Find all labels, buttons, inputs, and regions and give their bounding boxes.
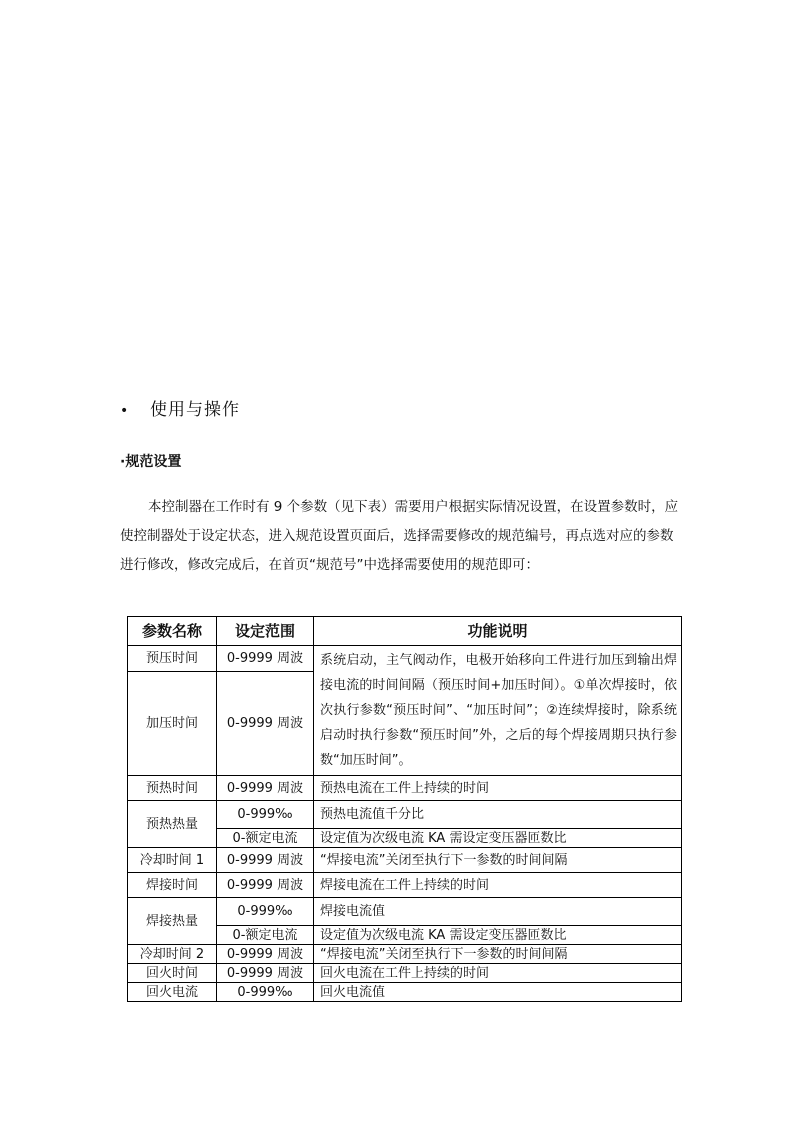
param-description: “焊接电流”关闭至执行下一参数的时间间隔: [314, 848, 682, 873]
param-description: 设定值为次级电流 KA 需设定变压器匝数比: [314, 829, 682, 848]
bullet-icon: •: [120, 403, 130, 419]
param-name: 预热热量: [128, 801, 217, 848]
table-header-row: [128, 617, 682, 646]
param-name: 回火电流: [128, 983, 217, 1002]
param-range: 0-额定电流: [217, 926, 314, 945]
param-range: 0-9999 周波: [217, 671, 314, 775]
param-range: 0-9999 周波: [217, 873, 314, 898]
param-description: 回火电流值: [314, 983, 682, 1002]
header-description: 功能说明: [314, 617, 682, 646]
param-description: 系统启动，主气阀动作，电极开始移向工件进行加压到输出焊接电流的时间间隔（预压时间+加压时间）。①单次焊接时，依次执行参数“预压时间”、“加压时间”；②连续焊接时，除系统启动时执行参数“预压时间”外，之后的每个焊接周期只执行参数“加压时间”。: [314, 646, 682, 776]
param-range: 0-9999 周波: [217, 776, 314, 801]
param-description: “焊接电流”关闭至执行下一参数的时间间隔: [314, 945, 682, 964]
param-range: 0-9999 周波: [217, 964, 314, 983]
param-name: 预热时间: [128, 776, 217, 801]
table-row: [128, 646, 682, 672]
param-description: 回火电流在工件上持续的时间: [314, 964, 682, 983]
intro-paragraph: 本控制器在工作时有 9 个参数（见下表）需要用户根据实际情况设置，在设置参数时，应使控制器处于设定状态，进入规范设置页面后，选择需要修改的规范编号，再点选对应的参数进行修改，修改完成后，在首页“规范号”中选择需要使用的规范即可：: [120, 499, 679, 573]
header-param-name: 参数名称: [128, 617, 217, 646]
table-row: [128, 776, 682, 801]
table-row: [128, 848, 682, 873]
param-name: 冷却时间 1: [128, 848, 217, 873]
param-description: 设定值为次级电流 KA 需设定变压器匝数比: [314, 926, 682, 945]
table-row: [128, 983, 682, 1002]
param-name: 焊接热量: [128, 898, 217, 945]
section-heading: [120, 395, 240, 420]
param-description: 预热电流值千分比: [314, 801, 682, 829]
param-description: 焊接电流值: [314, 898, 682, 926]
param-range: 0-9999 周波: [217, 646, 314, 672]
param-description: 预热电流在工件上持续的时间: [314, 776, 682, 801]
param-name: 焊接时间: [128, 873, 217, 898]
section-title: 使用与操作: [150, 400, 240, 420]
param-description: 焊接电流在工件上持续的时间: [314, 873, 682, 898]
param-name: 预压时间: [128, 646, 217, 672]
param-range: 0-9999 周波: [217, 945, 314, 964]
header-range: 设定范围: [217, 617, 314, 646]
param-range: 0-9999 周波: [217, 848, 314, 873]
param-range: 0-999‰: [217, 898, 314, 926]
table-row: [128, 945, 682, 964]
table-row: [128, 964, 682, 983]
param-name: 回火时间: [128, 964, 217, 983]
param-range: 0-999‰: [217, 801, 314, 829]
param-range: 0-999‰: [217, 983, 314, 1002]
table-row: [128, 801, 682, 829]
subsection-title: ·规范设置: [120, 454, 182, 470]
param-name: 冷却时间 2: [128, 945, 217, 964]
param-range: 0-额定电流: [217, 829, 314, 848]
table-row: [128, 898, 682, 926]
parameter-table: [127, 616, 682, 1002]
param-name: 加压时间: [128, 671, 217, 775]
table-row: [128, 873, 682, 898]
